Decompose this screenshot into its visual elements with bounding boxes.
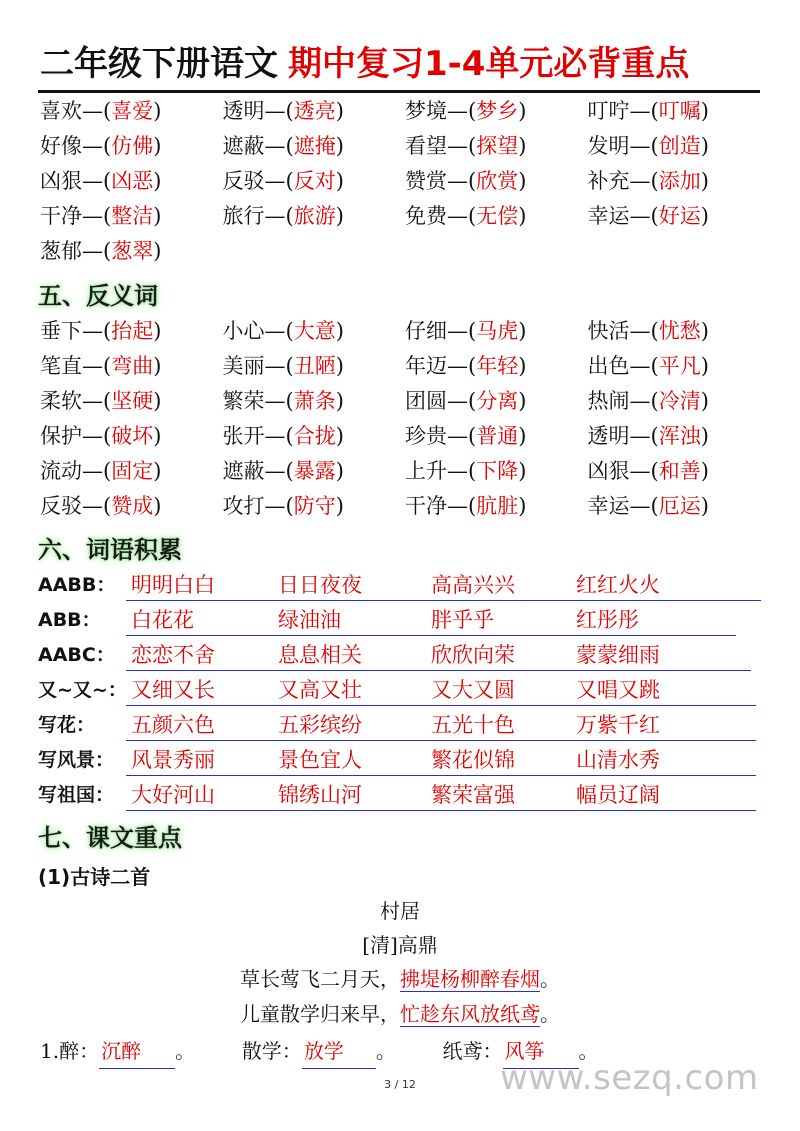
title-underline (38, 90, 760, 93)
close-paren: ) (153, 134, 162, 158)
accumulation-item: 又细又长 (131, 678, 215, 702)
poem-section-subheading: (1)古诗二首 (38, 865, 151, 889)
antonym-word: 小心 (222, 319, 265, 343)
accumulation-item: 风景秀丽 (131, 748, 215, 772)
synonym-row (40, 199, 770, 234)
dash-open-paren: —( (629, 354, 659, 378)
synonym-answer: 梦乡 (476, 99, 519, 123)
poem-line-1-prefix: 草长莺飞二月天， (240, 967, 400, 991)
dash-open-paren: —( (447, 169, 477, 193)
antonym-word: 凶狠 (587, 459, 630, 483)
synonym-pair (40, 199, 223, 234)
accumulation-item: 白花花 (131, 608, 194, 632)
close-paren: ) (700, 169, 709, 193)
antonym-pair (40, 314, 223, 349)
close-paren: ) (518, 99, 527, 123)
antonym-row (40, 349, 770, 384)
synonym-pair (405, 94, 588, 129)
dash-open-paren: —( (447, 494, 477, 518)
accumulation-item: 蒙蒙细雨 (576, 643, 660, 667)
dash-open-paren: —( (629, 389, 659, 413)
poem-line-2-suffix: 。 (540, 1002, 560, 1026)
synonym-row (40, 164, 770, 199)
synonym-word: 幸运 (587, 204, 630, 228)
dash-open-paren: —( (629, 424, 659, 448)
antonym-word: 流动 (40, 459, 82, 483)
poem-line-2-answer: 忙趁东风放纸鸢 (400, 1002, 540, 1026)
dash-open-paren: —( (82, 389, 112, 413)
dash-open-paren: —( (82, 319, 112, 343)
accumulation-item: 日日夜夜 (278, 573, 362, 597)
close-paren: ) (335, 389, 344, 413)
accumulation-item: 万紫千红 (576, 713, 660, 737)
dash-open-paren: —( (264, 354, 294, 378)
page-title (40, 36, 760, 92)
synonym-word: 反驳 (222, 169, 265, 193)
note-2-answer: 放学 (302, 1034, 376, 1069)
antonym-answer: 平凡 (658, 354, 701, 378)
dash-open-paren: —( (82, 99, 112, 123)
synonym-word: 发明 (587, 134, 630, 158)
accumulation-item: 红彤彤 (576, 608, 639, 632)
antonym-row (40, 489, 770, 524)
accumulation-item: 五彩缤纷 (278, 713, 362, 737)
dash-open-paren: —( (629, 459, 659, 483)
synonym-answer: 旅游 (293, 204, 336, 228)
synonym-word: 补充 (587, 169, 630, 193)
note-3-answer: 风筝 (503, 1034, 579, 1069)
title-topic: 期中复习1-4单元必背重点 (288, 44, 690, 84)
antonym-word: 出色 (587, 354, 630, 378)
synonym-pair (40, 129, 223, 164)
synonym-answer: 仿佛 (111, 134, 154, 158)
text-heading: 七、课文重点 (38, 824, 182, 852)
close-paren: ) (335, 424, 344, 448)
synonym-word: 干净 (40, 204, 82, 228)
poem-line-1-answer: 拂堤杨柳醉春烟 (400, 967, 540, 991)
dash-open-paren: —( (82, 494, 112, 518)
antonym-answer: 冷清 (658, 389, 701, 413)
close-paren: ) (700, 134, 709, 158)
antonym-answer: 忧愁 (658, 319, 701, 343)
accumulation-label: 又~又~： (38, 679, 127, 701)
dash-open-paren: —( (447, 354, 477, 378)
close-paren: ) (518, 169, 527, 193)
dash-open-paren: —( (82, 134, 112, 158)
antonym-answer: 弯曲 (111, 354, 154, 378)
accumulation-item: 绿油油 (278, 608, 341, 632)
synonym-grid (40, 94, 770, 269)
antonym-answer: 马虎 (476, 319, 519, 343)
synonym-answer: 透亮 (293, 99, 336, 123)
accumulation-item: 五光十色 (431, 713, 515, 737)
close-paren: ) (153, 204, 162, 228)
accumulation-row (38, 568, 778, 603)
synonym-pair (223, 164, 406, 199)
accumulation-item: 又大又圆 (431, 678, 515, 702)
antonym-pair (40, 349, 223, 384)
accumulation-item: 繁花似锦 (431, 748, 515, 772)
antonym-pair (588, 489, 771, 524)
antonym-answer: 破坏 (111, 424, 154, 448)
close-paren: ) (153, 389, 162, 413)
close-paren: ) (518, 204, 527, 228)
poem-title: 村居 (380, 899, 420, 923)
dash-open-paren: —( (82, 354, 112, 378)
antonym-answer: 合拢 (293, 424, 336, 448)
antonym-pair (40, 489, 223, 524)
accumulation-row (38, 673, 778, 708)
antonym-row (40, 314, 770, 349)
antonym-pair (405, 349, 588, 384)
dash-open-paren: —( (82, 204, 112, 228)
dash-open-paren: —( (82, 459, 112, 483)
dash-open-paren: —( (264, 494, 294, 518)
dash-open-paren: —( (447, 424, 477, 448)
accumulation-item: 繁荣富强 (431, 783, 515, 807)
synonym-row (40, 234, 770, 269)
synonym-pair (40, 234, 228, 269)
dash-open-paren: —( (629, 134, 659, 158)
close-paren: ) (518, 424, 527, 448)
close-paren: ) (700, 459, 709, 483)
synonym-pair (588, 94, 771, 129)
antonym-pair (40, 419, 223, 454)
dash-open-paren: —( (629, 169, 659, 193)
page-number: 3 / 12 (384, 1078, 416, 1091)
antonym-word: 遮蔽 (222, 459, 265, 483)
synonym-word: 旅行 (222, 204, 265, 228)
dash-open-paren: —( (264, 319, 294, 343)
antonym-heading: 五、反义词 (38, 282, 158, 310)
antonym-word: 笔直 (40, 354, 82, 378)
synonym-pair (588, 129, 771, 164)
antonym-answer: 肮脏 (476, 494, 519, 518)
synonym-word: 透明 (222, 99, 265, 123)
close-paren: ) (518, 494, 527, 518)
synonym-answer: 好运 (658, 204, 701, 228)
poem-line-2-prefix: 儿童散学归来早， (240, 1002, 400, 1026)
accumulation-row (38, 743, 778, 778)
note-2-end: 。 (375, 1039, 396, 1063)
synonym-row (40, 129, 770, 164)
accumulation-item: 锦绣山河 (278, 783, 362, 807)
synonym-pair (588, 199, 771, 234)
synonym-row (40, 94, 770, 129)
note-3-label: 纸鸢： (442, 1039, 503, 1063)
synonym-pair (223, 199, 406, 234)
synonym-answer: 探望 (476, 134, 519, 158)
accumulation-item: 幅员辽阔 (576, 783, 660, 807)
accumulation-label: 写风景： (38, 749, 115, 771)
dash-open-paren: —( (264, 389, 294, 413)
accumulation-item: 胖乎乎 (431, 608, 494, 632)
dash-open-paren: —( (447, 319, 477, 343)
antonym-row (40, 419, 770, 454)
dash-open-paren: —( (629, 99, 659, 123)
antonym-pair (40, 454, 223, 489)
synonym-pair (40, 164, 223, 199)
antonym-pair (405, 454, 588, 489)
antonym-pair (223, 419, 406, 454)
antonym-pair (588, 454, 771, 489)
synonym-pair (223, 129, 406, 164)
close-paren: ) (335, 459, 344, 483)
close-paren: ) (700, 204, 709, 228)
accumulation-item: 明明白白 (131, 573, 215, 597)
synonym-answer: 欣赏 (476, 169, 519, 193)
antonym-pair (223, 454, 406, 489)
accumulation-item: 大好河山 (131, 783, 215, 807)
antonym-answer: 抬起 (111, 319, 154, 343)
synonym-answer: 凶恶 (111, 169, 154, 193)
dash-open-paren: —( (629, 319, 659, 343)
accumulation-label: 写花： (38, 714, 96, 736)
synonym-pair (405, 164, 588, 199)
synonym-pair (588, 164, 771, 199)
synonym-answer: 反对 (293, 169, 336, 193)
note-1-end: 。 (175, 1039, 196, 1063)
antonym-answer: 防守 (293, 494, 336, 518)
close-paren: ) (700, 494, 709, 518)
antonym-row (40, 454, 770, 489)
antonym-word: 柔软 (40, 389, 82, 413)
antonym-pair (223, 349, 406, 384)
synonym-answer: 遮掩 (293, 134, 336, 158)
antonym-pair (223, 384, 406, 419)
close-paren: ) (153, 319, 162, 343)
accumulation-item: 又唱又跳 (576, 678, 660, 702)
antonym-pair (223, 314, 406, 349)
antonym-word: 幸运 (587, 494, 630, 518)
antonym-answer: 丑陋 (293, 354, 336, 378)
close-paren: ) (335, 204, 344, 228)
antonym-word: 仔细 (405, 319, 447, 343)
synonym-word: 梦境 (405, 99, 447, 123)
antonym-word: 美丽 (222, 354, 265, 378)
accumulation-row (38, 603, 778, 638)
close-paren: ) (153, 354, 162, 378)
antonym-word: 团圆 (405, 389, 447, 413)
accumulation-item: 景色宜人 (278, 748, 362, 772)
watermark: www.sezq.com (500, 1058, 759, 1098)
antonym-pair (588, 314, 771, 349)
antonym-word: 张开 (222, 424, 265, 448)
close-paren: ) (335, 99, 344, 123)
antonym-word: 珍贵 (405, 424, 447, 448)
accumulation-row (38, 638, 778, 673)
accumulation-item: 又高又壮 (278, 678, 362, 702)
synonym-answer: 葱翠 (111, 239, 154, 263)
close-paren: ) (335, 134, 344, 158)
synonym-word: 免费 (405, 204, 447, 228)
poem-line-1 (0, 962, 800, 996)
antonym-pair (405, 314, 588, 349)
synonym-word: 葱郁 (40, 239, 82, 263)
antonym-word: 热闹 (587, 389, 630, 413)
close-paren: ) (335, 494, 344, 518)
close-paren: ) (153, 169, 162, 193)
note-1-label: 1.醉： (40, 1039, 100, 1063)
accumulation-label: ABB： (38, 609, 101, 631)
close-paren: ) (700, 389, 709, 413)
synonym-word: 遮蔽 (222, 134, 265, 158)
synonym-word: 凶狠 (40, 169, 82, 193)
antonym-pair (588, 384, 771, 419)
antonym-row (40, 384, 770, 419)
accumulation-list (38, 568, 778, 813)
close-paren: ) (153, 459, 162, 483)
synonym-answer: 整洁 (111, 204, 154, 228)
accumulation-item: 高高兴兴 (431, 573, 515, 597)
antonym-answer: 普通 (476, 424, 519, 448)
synonym-answer: 无偿 (476, 204, 519, 228)
title-grade: 二年级下册语文 (40, 44, 278, 84)
close-paren: ) (518, 354, 527, 378)
antonym-word: 保护 (40, 424, 82, 448)
accumulation-item: 红红火火 (576, 573, 660, 597)
dash-open-paren: —( (264, 169, 294, 193)
antonym-word: 繁荣 (222, 389, 265, 413)
close-paren: ) (518, 389, 527, 413)
antonym-answer: 年轻 (476, 354, 519, 378)
note-2-label: 散学： (241, 1039, 302, 1063)
antonym-answer: 和善 (658, 459, 701, 483)
accumulation-item: 山清水秀 (576, 748, 660, 772)
synonym-pair (405, 129, 588, 164)
close-paren: ) (335, 319, 344, 343)
synonym-pair (40, 94, 223, 129)
antonym-word: 快活 (587, 319, 630, 343)
poem-author: [清]高鼎 (362, 933, 438, 957)
antonym-answer: 浑浊 (658, 424, 701, 448)
accumulation-label: AABB： (38, 574, 116, 596)
accumulation-item: 恋恋不舍 (131, 643, 215, 667)
antonym-word: 反驳 (40, 494, 82, 518)
dash-open-paren: —( (264, 99, 294, 123)
synonym-answer: 叮嘱 (658, 99, 701, 123)
synonym-pair (223, 94, 406, 129)
antonym-answer: 坚硬 (111, 389, 154, 413)
accumulation-heading: 六、词语积累 (38, 536, 182, 564)
synonym-word: 喜欢 (40, 99, 82, 123)
close-paren: ) (700, 354, 709, 378)
close-paren: ) (518, 459, 527, 483)
dash-open-paren: —( (447, 204, 477, 228)
note-1-answer: 沉醉 (99, 1034, 175, 1069)
synonym-word: 赞赏 (405, 169, 447, 193)
antonym-answer: 赞成 (111, 494, 154, 518)
dash-open-paren: —( (82, 424, 112, 448)
antonym-answer: 暴露 (293, 459, 336, 483)
dash-open-paren: —( (82, 239, 112, 263)
synonym-answer: 喜爱 (111, 99, 154, 123)
antonym-pair (405, 419, 588, 454)
synonym-word: 好像 (40, 134, 82, 158)
close-paren: ) (700, 424, 709, 448)
dash-open-paren: —( (447, 134, 477, 158)
dash-open-paren: —( (447, 459, 477, 483)
dash-open-paren: —( (264, 134, 294, 158)
accumulation-row (38, 708, 778, 743)
close-paren: ) (153, 99, 162, 123)
antonym-answer: 大意 (293, 319, 336, 343)
antonym-grid (40, 314, 770, 524)
close-paren: ) (518, 319, 527, 343)
antonym-answer: 分离 (476, 389, 519, 413)
antonym-pair (405, 384, 588, 419)
accumulation-label: AABC： (38, 644, 115, 666)
close-paren: ) (335, 169, 344, 193)
antonym-word: 年迈 (405, 354, 447, 378)
dash-open-paren: —( (264, 424, 294, 448)
antonym-answer: 萧条 (293, 389, 336, 413)
close-paren: ) (335, 354, 344, 378)
antonym-word: 透明 (587, 424, 630, 448)
poem-line-2 (0, 997, 800, 1031)
accumulation-item: 息息相关 (278, 643, 362, 667)
note-3-end: 。 (578, 1039, 599, 1063)
antonym-word: 攻打 (222, 494, 265, 518)
close-paren: ) (700, 99, 709, 123)
dash-open-paren: —( (447, 99, 477, 123)
accumulation-row (38, 778, 778, 813)
close-paren: ) (700, 319, 709, 343)
antonym-word: 干净 (405, 494, 447, 518)
close-paren: ) (153, 239, 162, 263)
close-paren: ) (153, 424, 162, 448)
antonym-pair (405, 489, 588, 524)
synonym-answer: 创造 (658, 134, 701, 158)
synonym-word: 看望 (405, 134, 447, 158)
dash-open-paren: —( (264, 459, 294, 483)
antonym-pair (588, 419, 771, 454)
antonym-word: 垂下 (40, 319, 82, 343)
accumulation-item: 欣欣向荣 (431, 643, 515, 667)
antonym-pair (40, 384, 223, 419)
antonym-answer: 固定 (111, 459, 154, 483)
dash-open-paren: —( (629, 494, 659, 518)
antonym-pair (223, 489, 406, 524)
dash-open-paren: —( (629, 204, 659, 228)
dash-open-paren: —( (447, 389, 477, 413)
antonym-pair (588, 349, 771, 384)
antonym-answer: 下降 (476, 459, 519, 483)
close-paren: ) (518, 134, 527, 158)
accumulation-item: 五颜六色 (131, 713, 215, 737)
poem-line-1-suffix: 。 (540, 967, 560, 991)
antonym-answer: 厄运 (658, 494, 701, 518)
close-paren: ) (153, 494, 162, 518)
accumulation-label: 写祖国： (38, 784, 115, 806)
synonym-word: 叮咛 (587, 99, 630, 123)
dash-open-paren: —( (82, 169, 112, 193)
dash-open-paren: —( (264, 204, 294, 228)
synonym-pair (405, 199, 588, 234)
synonym-answer: 添加 (658, 169, 701, 193)
antonym-word: 上升 (405, 459, 447, 483)
